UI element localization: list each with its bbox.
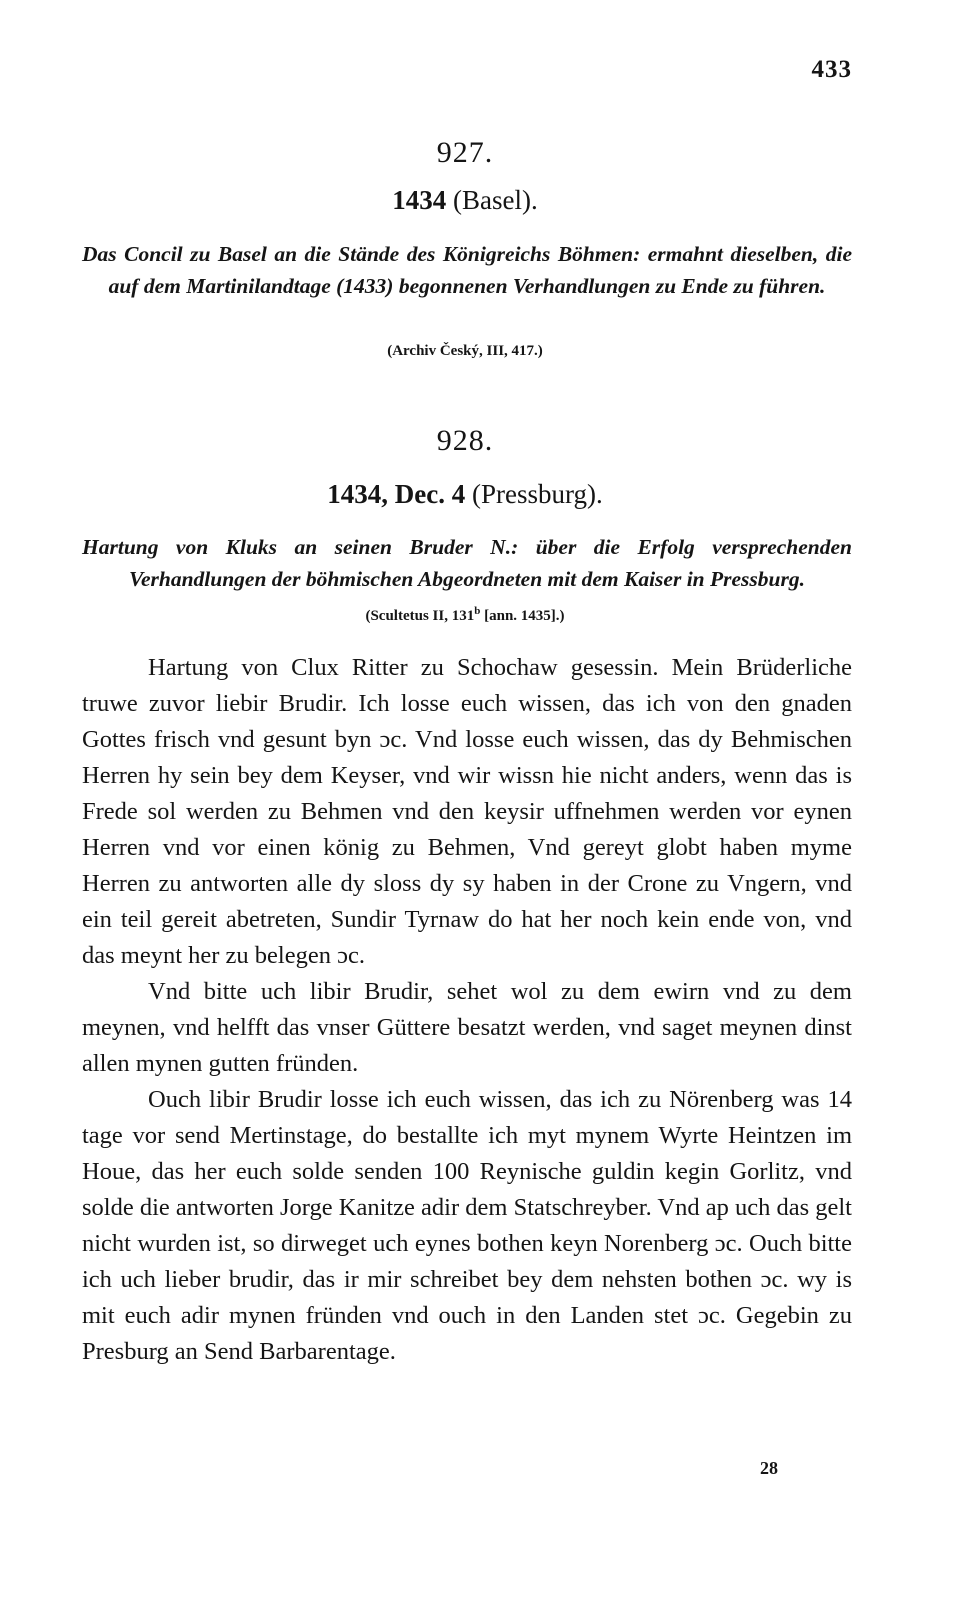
letter-paragraph-2: Vnd bitte uch libir Brudir, sehet wol zu dem ewirn vnd zu dem meynen, vnd helfft das vnser Güttere besatzt werden, vnd saget meynen dinst allen mynen gutten fründen. <box>82 978 852 1077</box>
source-text-end: [ann. 1435].) <box>480 608 565 624</box>
date-place: (Basel). <box>446 185 538 215</box>
source-superscript: b <box>474 605 481 617</box>
signature-mark: 28 <box>760 1458 778 1478</box>
page-number: 433 <box>811 56 852 83</box>
document-date-927 <box>0 185 930 216</box>
date-year: 1434 <box>392 185 447 215</box>
date-place: (Pressburg). <box>465 479 603 509</box>
document-summary-927: Das Concil zu Basel an die Stände des Königreichs Böhmen: ermahnt dieselben, die auf dem Martinilandtage (1433) begonnenen Verhandlungen zu Ende zu führen. <box>82 242 852 298</box>
document-summary-928: Hartung von Kluks an seinen Bruder N.: über die Erfolg versprechenden Verhandlungen der böhmischen Abgeordneten mit dem Kaiser in Pressburg. <box>82 535 852 591</box>
document-date-928 <box>0 479 930 510</box>
source-text: (Scultetus II, 131 <box>365 608 475 624</box>
document-source-928 <box>0 605 930 625</box>
date-year: 1434, Dec. 4 <box>327 479 466 509</box>
letter-paragraph-3: Ouch libir Brudir losse ich euch wissen, das ich zu Nörenberg was 14 tage vor send Mertinstage, do bestallte ich myt mynem Wyrte Heintzen im Houe, das her euch solde senden 100 Reynische guldin kegin Gorlitz, vnd solde die antworten Jorge Kanitze adir dem Statschreyber. Vnd ap uch das gelt nicht wurden ist, so dirweget uch eynes bothen keyn Norenberg ɔc. Ouch bitte ich uch lieber brudir, das ir mir schreibet bey dem nehsten bothen ɔc. wy is mit euch adir mynen fründen vnd ouch in den Landen stet ɔc. Gegebin zu Presburg an Send Barbarentage. <box>82 1086 852 1365</box>
document-number-927: 927. <box>436 136 494 169</box>
document-source-927: (Archiv Český, III, 417.) <box>387 343 543 359</box>
document-number-928: 928. <box>436 424 494 457</box>
letter-body <box>82 650 852 1370</box>
letter-paragraph-1: Hartung von Clux Ritter zu Schochaw gesessin. Mein Brüderliche truwe zuvor liebir Brudir. Ich losse euch wissen, das ich von den gnaden Gottes frisch vnd gesunt byn ɔc. Vnd losse euch wissen, das dy Behmischen Herren hy sein bey dem Keyser, vnd wir wissn hie nicht anders, wenn das is Frede sol werden zu Behmen vnd den keysir uffnehmen werden vor eynen Herren vnd vor einen könig zu Behmen, Vnd gereyt globt haben myme Herren zu antworten alle dy sloss dy sy haben in der Crone zu Vngern, vnd ein teil gereit abetreten, Sundir Tyrnaw do hat her noch kein ende von, vnd das meynt her zu belegen ɔc. <box>82 654 852 969</box>
